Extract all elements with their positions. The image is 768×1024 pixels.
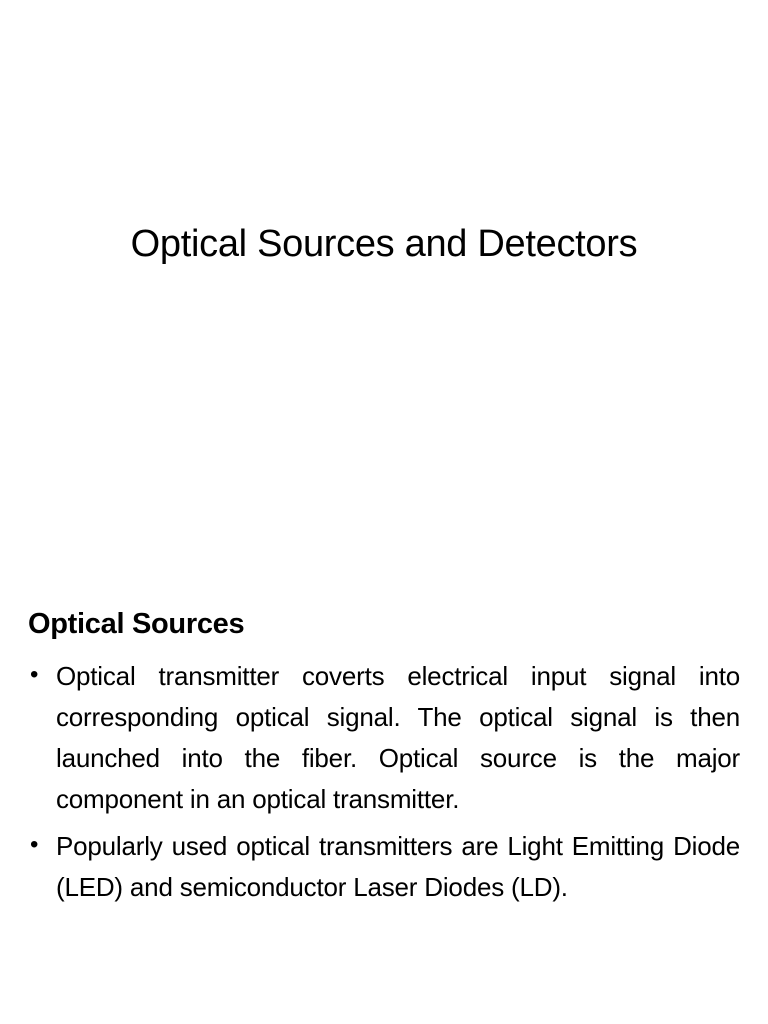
bullet-item-2 [28,826,740,908]
bullet-text-2: Popularly used optical transmitters are Light Emitting Diode (LED) and semiconductor Laser Diodes (LD). [56,831,740,902]
bullet-list [28,656,740,914]
content-slide [0,576,768,1024]
bullet-icon: • [30,661,39,688]
bullet-item-1 [28,656,740,820]
bullet-text-1: Optical transmitter coverts electrical input signal into corresponding optical signal. The optical signal is then launched into the fiber. Optical source is the major component in an optical transmitter. [56,661,740,814]
slide-title: Optical Sources and Detectors [130,223,638,265]
section-heading: Optical Sources [28,608,245,640]
bullet-icon: • [30,831,39,858]
